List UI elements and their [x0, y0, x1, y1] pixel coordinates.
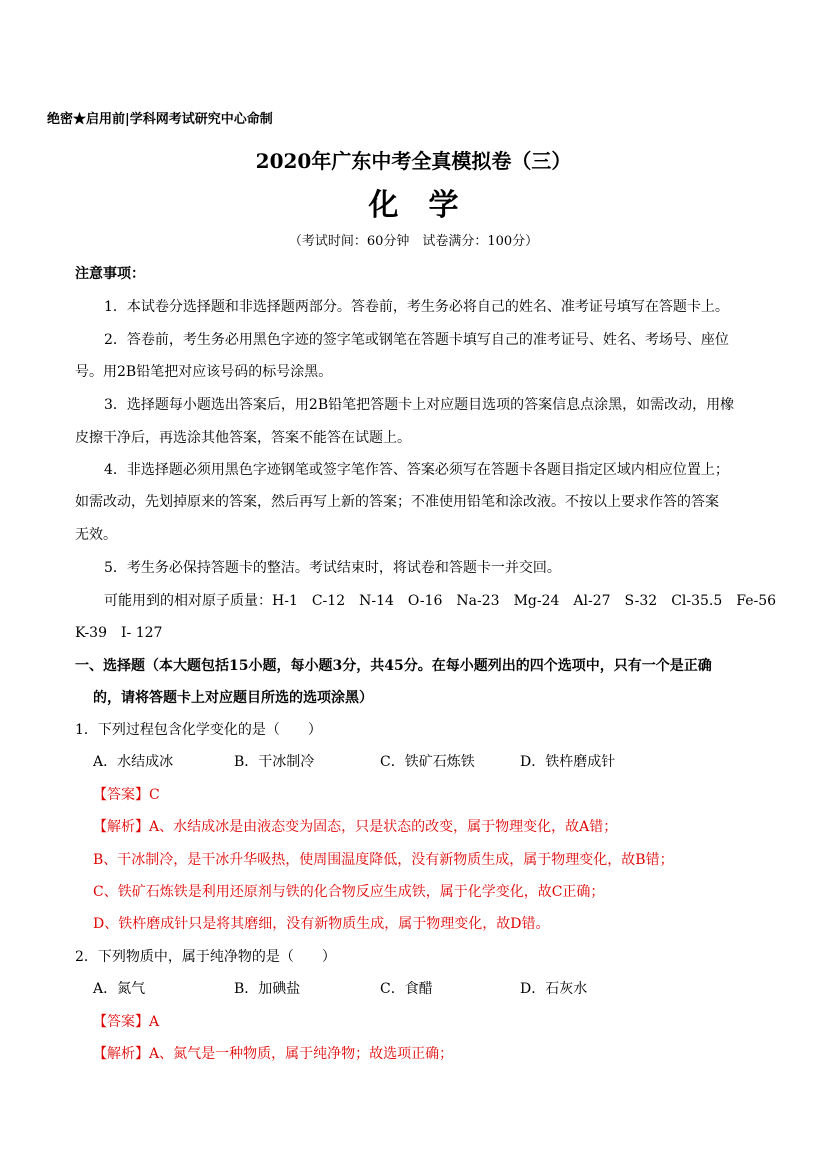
question-1-option-b: B．干冰制冷 [234, 754, 315, 770]
section-1-heading-line-1: 一、选择题（本大题包括15小题，每小题3分，共45分。在每小题列出的四个选项中，只有一个是正确 [75, 658, 712, 674]
notes-heading: 注意事项： [75, 266, 145, 282]
note-4-line-1: 4．非选择题必须用黑色字迹钢笔或签字笔作答、答案必须写在答题卡各题目指定区域内相应位置上； [104, 462, 729, 478]
question-1-analysis-1: 【解析】A、水结成冰是由液态变为固态，只是状态的改变，属于物理变化，故A错； [93, 819, 618, 835]
note-3-line-2: 皮擦干净后，再选涂其他答案，答案不能答在试题上。 [75, 430, 411, 446]
question-1-analysis-3: C、铁矿石炼铁是利用还原剂与铁的化合物反应生成铁，属于化学变化，故C正确； [93, 884, 605, 900]
question-1-stem: 1．下列过程包含化学变化的是（ ） [75, 722, 322, 738]
question-2-stem: 2．下列物质中，属于纯净物的是（ ） [75, 949, 336, 965]
question-1-analysis-2: B、干冰制冷，是干冰升华吸热，使周围温度降低，没有新物质生成，属于物理变化，故B错； [93, 852, 674, 868]
note-2-line-2: 号。用2B铅笔把对应该号码的标号涂黑。 [75, 364, 333, 380]
exam-info: （考试时间：60分钟 试卷满分：100分） [288, 234, 539, 249]
question-2-option-c: C．食醋 [380, 981, 433, 997]
question-1-option-c: C．铁矿石炼铁 [380, 754, 475, 770]
question-1-option-a: A．水结成冰 [93, 754, 174, 770]
section-1-heading-line-2: 的，请将答题卡上对应题目所选的选项涂黑） [93, 690, 373, 706]
question-1-analysis-4: D、铁杵磨成针只是将其磨细，没有新物质生成，属于物理变化，故D错。 [93, 916, 550, 932]
note-1: 1．本试卷分选择题和非选择题两部分。答卷前，考生务必将自己的姓名、准考证号填写在答题卡上。 [104, 299, 729, 315]
question-2-option-a: A．氮气 [93, 981, 146, 997]
subject-title: 化 学 [368, 188, 459, 223]
note-3-line-1: 3．选择题每小题选出答案后，用2B铅笔把答题卡上对应题目选项的答案信息点涂黑，如需改动，用橡 [104, 397, 735, 413]
question-2-option-d: D．石灰水 [520, 981, 588, 997]
note-4-line-3: 无效。 [75, 527, 117, 543]
note-2-line-1: 2．答卷前，考生务必用黑色字迹的签字笔或钢笔在答题卡填写自己的准考证号、姓名、考场号、座位 [104, 332, 729, 348]
note-4-line-2: 如需改动，先划掉原来的答案，然后再写上新的答案；不准使用铅笔和涂改液。不按以上要求作答的答案 [75, 494, 719, 510]
question-2-answer: 【答案】A [93, 1014, 160, 1030]
note-5: 5．考生务必保持答题卡的整洁。考试结束时，将试卷和答题卡一并交回。 [104, 560, 561, 576]
question-2-analysis-1: 【解析】A、氮气是一种物质，属于纯净物；故选项正确； [93, 1046, 454, 1062]
question-2-option-b: B．加碘盐 [234, 981, 301, 997]
atomic-masses-line-2: K-39 I- 127 [75, 625, 163, 641]
question-1-option-d: D．铁杵磨成针 [520, 754, 616, 770]
question-1-answer: 【答案】C [93, 787, 160, 803]
exam-title: 2020年广东中考全真模拟卷（三） [255, 149, 572, 173]
confidential-label: 绝密★启用前|学科网考试研究中心命制 [47, 112, 273, 127]
atomic-masses-line-1: 可能用到的相对原子质量：H-1 C-12 N-14 O-16 Na-23 Mg-24 Al-27 S-32 Cl-35.5 Fe-56 [104, 593, 777, 609]
